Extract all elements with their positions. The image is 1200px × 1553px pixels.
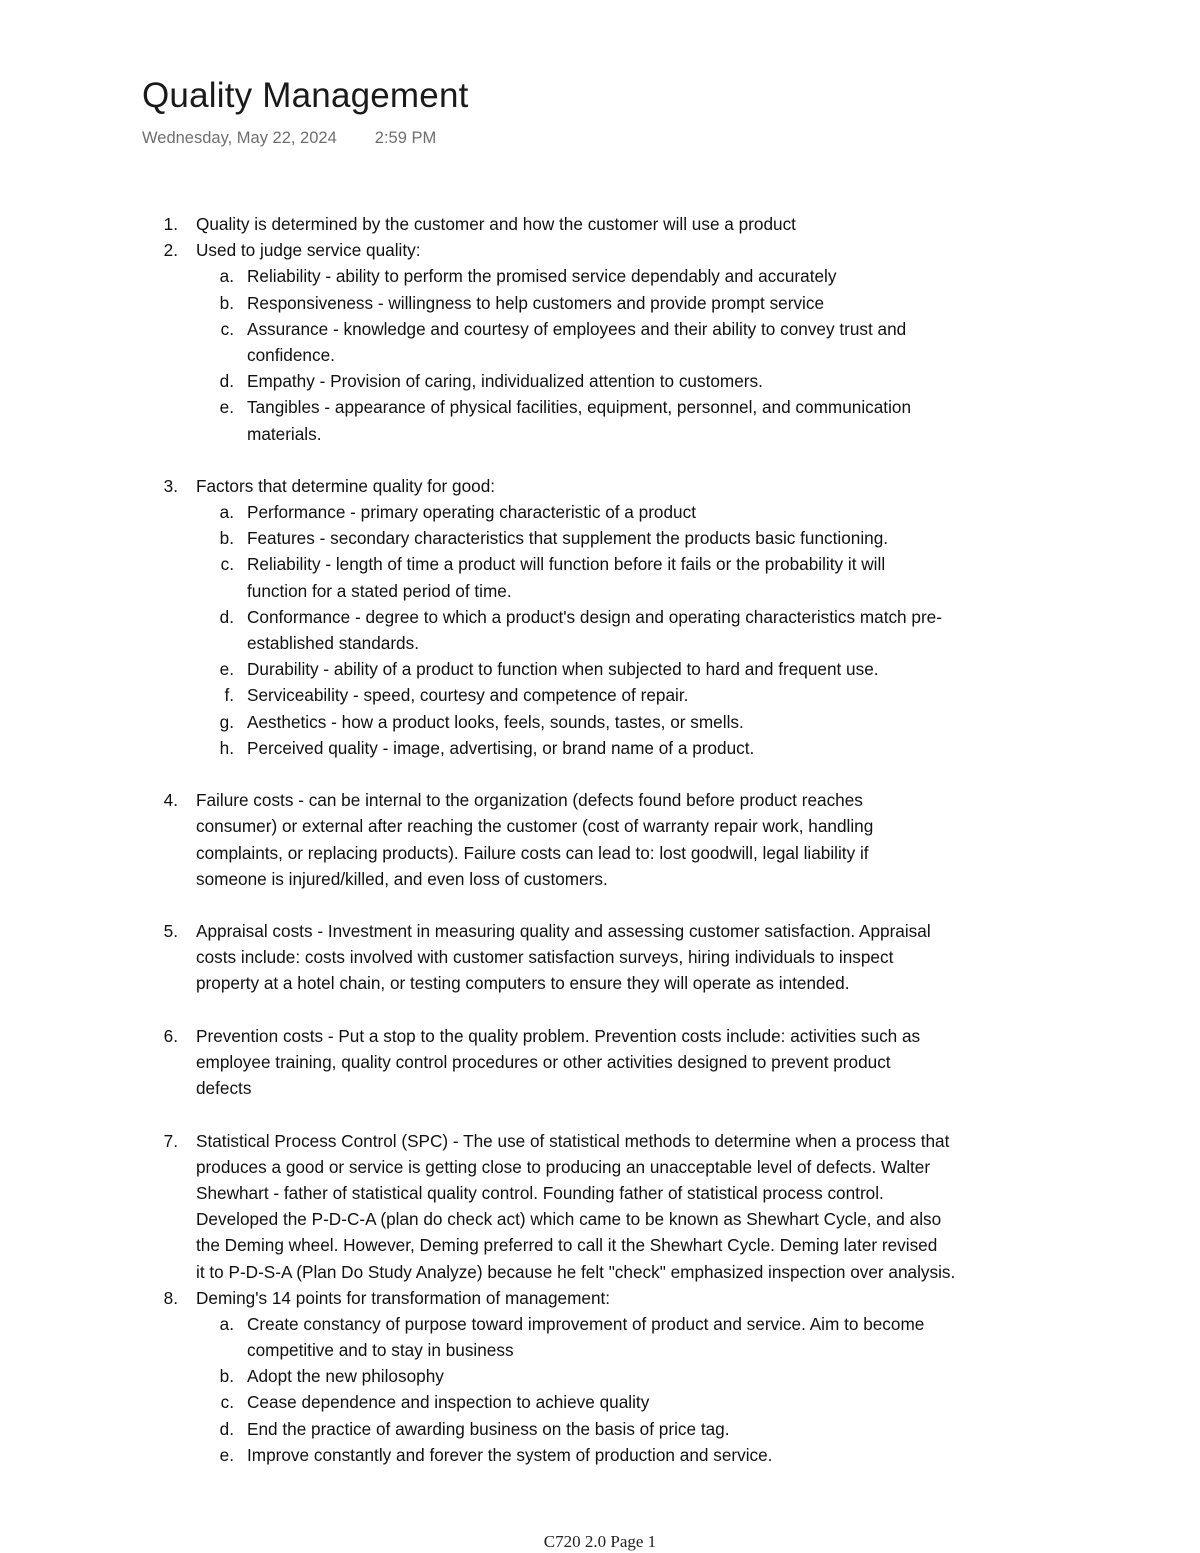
list-letter: f.: [224, 685, 234, 706]
numbered-list-line: [0, 840, 1200, 866]
list-item-text: someone is injured/killed, and even loss of customers.: [196, 868, 608, 889]
blank-line: [0, 892, 1200, 918]
lettered-list-line: [0, 1363, 1200, 1389]
list-number: 1.: [163, 214, 178, 234]
list-letter: e.: [219, 659, 234, 680]
numbered-list-line: [0, 1180, 1200, 1206]
lettered-list-line: [0, 1389, 1200, 1415]
lettered-list-line: [0, 682, 1200, 708]
numbered-list-line: [0, 473, 1200, 499]
numbered-list-line: [0, 1154, 1200, 1180]
lettered-list-line: [0, 394, 1200, 420]
list-number: 6.: [163, 1025, 178, 1046]
lettered-list-line: [0, 316, 1200, 342]
numbered-list-line: [0, 813, 1200, 839]
list-letter: a.: [219, 1313, 234, 1334]
list-letter: a.: [219, 502, 234, 523]
list-item-text: Prevention costs - Put a stop to the quality problem. Prevention costs include: activities such as: [196, 1025, 921, 1046]
lettered-list-line: [0, 1416, 1200, 1442]
list-item-text: Developed the P-D-C-A (plan do check act) which came to be known as Shewhart Cycle, and also: [196, 1209, 942, 1230]
list-item-text: Used to judge service quality:: [196, 240, 421, 261]
page-footer: C720 2.0 Page 1: [543, 1532, 657, 1551]
list-letter: c.: [220, 554, 234, 575]
list-item-text: Statistical Process Control (SPC) - The use of statistical methods to determine when a process that: [196, 1130, 950, 1151]
list-item-text: function for a stated period of time.: [247, 580, 512, 601]
list-item-text: Empathy - Provision of caring, individualized attention to customers.: [247, 371, 763, 392]
lettered-list-line: [0, 1442, 1200, 1468]
lettered-list-line: [0, 525, 1200, 551]
page-time: 2:59 PM: [374, 129, 437, 147]
list-item-text: defects: [196, 1078, 252, 1099]
list-letter: h.: [219, 737, 234, 758]
blank-line: [0, 997, 1200, 1023]
lettered-list-line: [0, 342, 1200, 368]
list-item-text: Features - secondary characteristics that supplement the products basic functioning.: [247, 528, 889, 549]
list-number: 7.: [163, 1130, 178, 1151]
list-letter: b.: [219, 528, 234, 549]
list-number: 2.: [163, 240, 178, 261]
lettered-list-line: [0, 1311, 1200, 1337]
list-item-text: Perceived quality - image, advertising, or brand name of a product.: [247, 737, 755, 758]
list-item-text: Shewhart - father of statistical quality control. Founding father of statistical process control.: [196, 1182, 884, 1203]
list-number: 5.: [163, 921, 178, 942]
list-letter: c.: [220, 318, 234, 339]
list-item-text: Reliability - ability to perform the promised service dependably and accurately: [247, 266, 837, 287]
lettered-list-line: [0, 1337, 1200, 1363]
lettered-list-line: [0, 551, 1200, 577]
list-letter: c.: [220, 1392, 234, 1413]
list-item-text: Performance - primary operating characteristic of a product: [247, 502, 696, 523]
lettered-list-line: [0, 290, 1200, 316]
lettered-list-line: [0, 263, 1200, 289]
list-item-text: materials.: [247, 423, 322, 444]
list-letter: e.: [219, 397, 234, 418]
blank-line: [0, 1101, 1200, 1127]
list-item-text: Aesthetics - how a product looks, feels, sounds, tastes, or smells.: [247, 711, 744, 732]
list-letter: d.: [219, 1418, 234, 1439]
lettered-list-line: [0, 656, 1200, 682]
list-item-text: employee training, quality control procedures or other activities designed to prevent product: [196, 1052, 891, 1072]
page-meta: [142, 127, 436, 149]
list-item-text: Conformance - degree to which a product's design and operating characteristics match pre-: [247, 606, 942, 627]
list-item-text: it to P-D-S-A (Plan Do Study Analyze) because he felt "check" emphasized inspection over analysis.: [196, 1261, 956, 1282]
list-item-text: costs include: costs involved with customer satisfaction surveys, hiring individuals to inspect: [196, 947, 894, 968]
list-letter: g.: [219, 711, 234, 732]
note-body: [0, 211, 1200, 1468]
list-item-text: Cease dependence and inspection to achieve quality: [247, 1392, 650, 1413]
list-item-text: complaints, or replacing products). Failure costs can lead to: lost goodwill, legal liability if: [196, 842, 869, 863]
numbered-list-line: [0, 944, 1200, 970]
list-letter: b.: [219, 292, 234, 313]
list-item-text: Quality is determined by the customer and how the customer will use a product: [196, 214, 796, 234]
numbered-list-line: [0, 970, 1200, 996]
list-letter: a.: [219, 266, 234, 287]
list-letter: d.: [219, 371, 234, 392]
list-item-text: established standards.: [247, 633, 419, 653]
numbered-list-line: [0, 1232, 1200, 1258]
numbered-list-line: [0, 918, 1200, 944]
blank-line: [0, 447, 1200, 473]
numbered-list-line: [0, 1259, 1200, 1285]
list-number: 8.: [163, 1287, 178, 1308]
list-item-text: produces a good or service is getting close to producing an unacceptable level of defects. Walter: [196, 1156, 931, 1177]
numbered-list-line: [0, 1075, 1200, 1101]
list-item-text: End the practice of awarding business on the basis of price tag.: [247, 1418, 730, 1439]
blank-line: [0, 761, 1200, 787]
numbered-list-line: [0, 1023, 1200, 1049]
list-letter: b.: [219, 1366, 234, 1387]
list-letter: e.: [219, 1444, 234, 1465]
lettered-list-line: [0, 709, 1200, 735]
lettered-list-line: [0, 630, 1200, 656]
numbered-list-line: [0, 1285, 1200, 1311]
lettered-list-line: [0, 578, 1200, 604]
list-number: 3.: [163, 475, 178, 496]
list-item-text: property at a hotel chain, or testing computers to ensure they will operate as intended.: [196, 973, 850, 994]
list-item-text: Serviceability - speed, courtesy and competence of repair.: [247, 685, 689, 706]
list-item-text: the Deming wheel. However, Deming preferred to call it the Shewhart Cycle. Deming later revised: [196, 1235, 938, 1256]
list-item-text: consumer) or external after reaching the customer (cost of warranty repair work, handling: [196, 816, 874, 837]
list-item-text: Deming's 14 points for transformation of management:: [196, 1287, 611, 1308]
lettered-list-line: [0, 421, 1200, 447]
list-item-text: competitive and to stay in business: [247, 1340, 514, 1361]
lettered-list-line: [0, 735, 1200, 761]
list-item-text: Create constancy of purpose toward improvement of product and service. Aim to become: [247, 1313, 925, 1334]
numbered-list-line: [0, 787, 1200, 813]
numbered-list-line: [0, 211, 1200, 237]
numbered-list-line: [0, 1206, 1200, 1232]
list-item-text: Durability - ability of a product to function when subjected to hard and frequent use.: [247, 659, 879, 680]
list-item-text: Tangibles - appearance of physical facilities, equipment, personnel, and communication: [247, 397, 912, 418]
list-item-text: Adopt the new philosophy: [247, 1366, 444, 1387]
list-number: 4.: [163, 790, 178, 811]
list-item-text: Responsiveness - willingness to help customers and provide prompt service: [247, 292, 825, 313]
list-item-text: Appraisal costs - Investment in measuring quality and assessing customer satisfaction. Appraisal: [196, 921, 931, 942]
page-date: Wednesday, May 22, 2024: [142, 129, 337, 147]
lettered-list-line: [0, 368, 1200, 394]
list-item-text: Assurance - knowledge and courtesy of employees and their ability to convey trust and: [247, 318, 907, 339]
page-title: Quality Management: [142, 76, 469, 115]
list-item-text: confidence.: [247, 344, 335, 365]
list-letter: d.: [219, 606, 234, 627]
numbered-list-line: [0, 1049, 1200, 1075]
lettered-list-line: [0, 604, 1200, 630]
list-item-text: Failure costs - can be internal to the organization (defects found before product reaches: [196, 790, 863, 811]
lettered-list-line: [0, 499, 1200, 525]
list-item-text: Improve constantly and forever the system of production and service.: [247, 1444, 773, 1465]
list-item-text: Factors that determine quality for good:: [196, 475, 496, 496]
list-item-text: Reliability - length of time a product will function before it fails or the probability it will: [247, 554, 886, 575]
numbered-list-line: [0, 866, 1200, 892]
numbered-list-line: [0, 237, 1200, 263]
numbered-list-line: [0, 1128, 1200, 1154]
